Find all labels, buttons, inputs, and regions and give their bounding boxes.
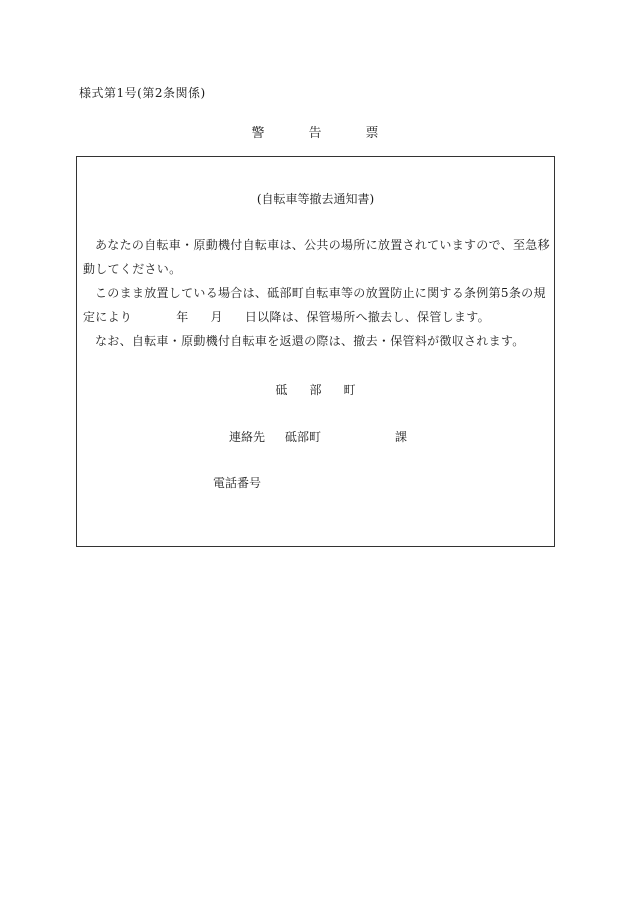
notice-body (83, 233, 551, 353)
issuer-name: 砥部町 (275, 383, 378, 397)
contact-row (229, 428, 407, 445)
removal-warning-end: 日以降は、保管場所へ撤去し、保管します。 (244, 310, 490, 324)
year-label: 年 (176, 310, 189, 324)
document-title: 警告票 (251, 126, 423, 141)
contact-town: 砥部町 (285, 430, 322, 444)
removal-warning-start: このまま放置している場合は、砥部町自転車等の放置防止に関する条例第5条の規定により (83, 286, 546, 324)
contact-section: 課 (395, 430, 408, 444)
paragraph-removal-warning (83, 281, 551, 329)
phone-label: 電話番号 (213, 476, 262, 490)
paragraph-move-request: あなたの自転車・原動機付自転車は、公共の場所に放置されていますので、至急移動してください。 (83, 238, 550, 276)
month-label: 月 (210, 310, 223, 324)
phone-row (213, 474, 261, 491)
form-number: 様式第1号(第2条関係) (79, 86, 206, 100)
notice-subtitle: (自転車等撤去通知書) (256, 192, 375, 206)
paragraph-fee-notice: なお、自転車・原動機付自転車を返還の際は、撤去・保管料が徴収されます。 (95, 334, 525, 348)
contact-label: 連絡先 (229, 430, 266, 444)
notice-box (76, 156, 555, 547)
